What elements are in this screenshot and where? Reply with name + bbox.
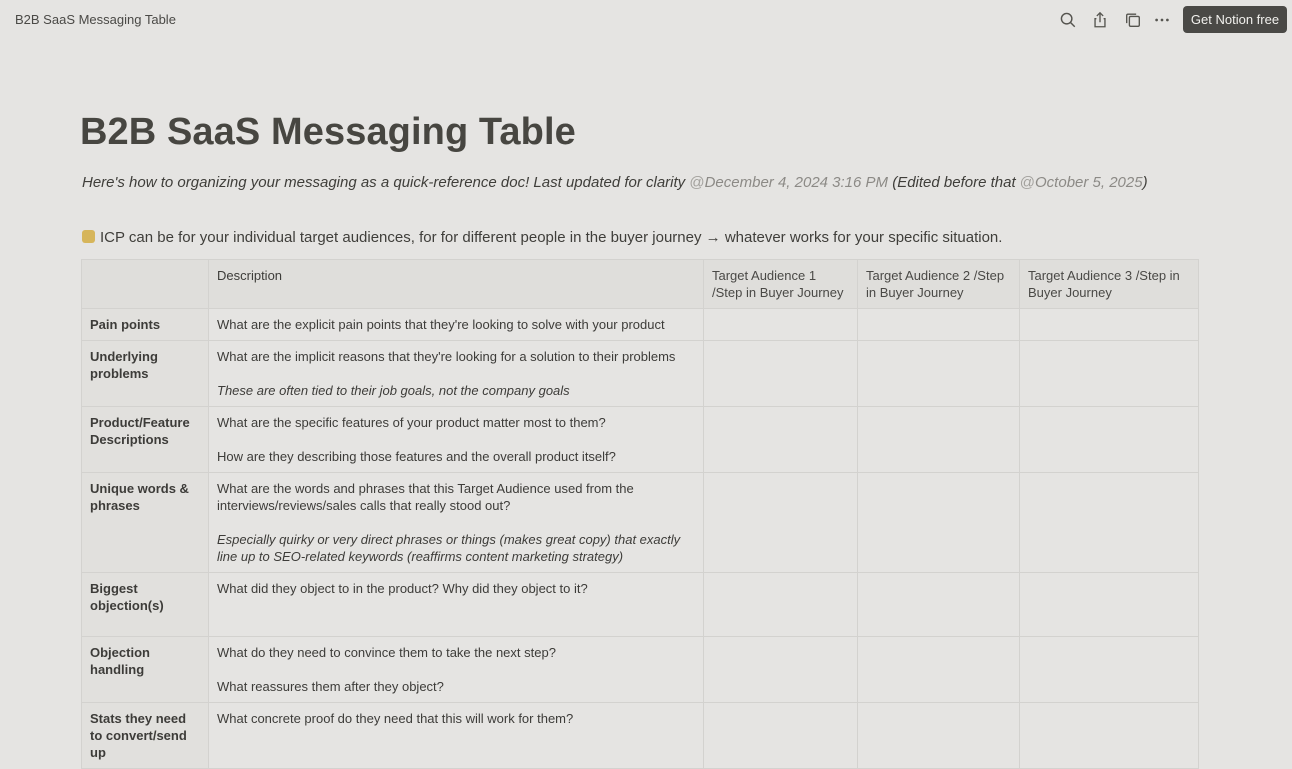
audience-3-cell[interactable]: [1020, 309, 1199, 341]
table-row: [82, 637, 1199, 703]
subtitle-text-end: ): [1142, 174, 1148, 191]
audience-2-cell[interactable]: [858, 573, 1020, 637]
description-note: These are often tied to their job goals, not the company goals: [217, 383, 570, 398]
audience-3-cell[interactable]: [1020, 473, 1199, 573]
audience-2-cell[interactable]: [858, 341, 1020, 407]
description-cell[interactable]: [209, 341, 704, 407]
row-label-biggest-objections[interactable]: Biggest objection(s): [82, 573, 209, 637]
audience-3-cell[interactable]: [1020, 703, 1199, 769]
audience-1-cell[interactable]: [704, 703, 858, 769]
more-icon[interactable]: [1152, 10, 1172, 30]
description-line: What did they object to in the product? Why did they object to it?: [217, 581, 588, 596]
header-target-audience-3[interactable]: Target Audience 3 /Step in Buyer Journey: [1020, 260, 1199, 309]
at-symbol: @: [1019, 174, 1036, 191]
audience-2-cell[interactable]: [858, 309, 1020, 341]
audience-2-cell[interactable]: [858, 703, 1020, 769]
audience-1-cell[interactable]: [704, 407, 858, 473]
table-row: [82, 703, 1199, 769]
at-symbol: @: [689, 174, 705, 191]
audience-3-cell[interactable]: [1020, 407, 1199, 473]
breadcrumb[interactable]: B2B SaaS Messaging Table: [15, 12, 176, 27]
audience-1-cell[interactable]: [704, 473, 858, 573]
audience-2-cell[interactable]: [858, 473, 1020, 573]
description-line: What are the implicit reasons that they're looking for a solution to their problems: [217, 349, 676, 364]
page-subtitle: [82, 174, 1148, 191]
get-notion-free-button[interactable]: Get Notion free: [1183, 6, 1287, 33]
top-bar: [0, 0, 1292, 40]
description-line: What concrete proof do they need that this will work for them?: [217, 711, 574, 726]
table-row: [82, 473, 1199, 573]
description-line: What are the explicit pain points that they're looking to solve with your product: [217, 317, 665, 332]
description-cell[interactable]: [209, 703, 704, 769]
audience-1-cell[interactable]: [704, 341, 858, 407]
audience-2-cell[interactable]: [858, 637, 1020, 703]
description-cell[interactable]: [209, 309, 704, 341]
row-label-underlying-problems[interactable]: Underlying problems: [82, 341, 209, 407]
lightbulb-icon: [82, 230, 95, 243]
description-line: What are the words and phrases that this Target Audience used from the interviews/reviews/sales calls that really stood out?: [217, 481, 634, 513]
header-target-audience-2[interactable]: Target Audience 2 /Step in Buyer Journey: [858, 260, 1020, 309]
subtitle-text-mid: (Edited before that: [888, 174, 1020, 191]
date-mention-text-2: October 5, 2025: [1035, 174, 1143, 191]
subtitle-text: Here's how to organizing your messaging as a quick-reference doc! Last updated for clarity: [82, 174, 690, 191]
description-line: What do they need to convince them to take the next step?: [217, 645, 556, 660]
search-icon[interactable]: [1058, 10, 1078, 30]
row-label-stats[interactable]: Stats they need to convert/send up: [82, 703, 209, 769]
icp-callout: [82, 229, 1002, 246]
audience-2-cell[interactable]: [858, 407, 1020, 473]
row-label-product-feature[interactable]: Product/Feature Descriptions: [82, 407, 209, 473]
date-mention-text: December 4, 2024 3:16 PM: [704, 174, 889, 191]
duplicate-icon[interactable]: [1123, 10, 1143, 30]
description-cell[interactable]: [209, 637, 704, 703]
description-cell[interactable]: [209, 573, 704, 637]
share-icon[interactable]: [1090, 10, 1110, 30]
messaging-table: [81, 259, 1198, 760]
description-line: How are they describing those features and the overall product itself?: [217, 449, 616, 464]
audience-1-cell[interactable]: [704, 637, 858, 703]
audience-1-cell[interactable]: [704, 573, 858, 637]
page-title: B2B SaaS Messaging Table: [80, 111, 576, 153]
callout-text: ICP can be for your individual target audiences, for for different people in the buyer journey → whatever works for your specific situation.: [100, 229, 1003, 246]
row-label-unique-words[interactable]: Unique words & phrases: [82, 473, 209, 573]
description-line: What are the specific features of your product matter most to them?: [217, 415, 606, 430]
description-note: Especially quirky or very direct phrases or things (makes great copy) that exactly line up to SEO-related keywords (reaffirms content marketing strategy): [217, 532, 681, 564]
description-cell[interactable]: [209, 407, 704, 473]
table-row: [82, 407, 1199, 473]
row-label-pain-points[interactable]: Pain points: [82, 309, 209, 341]
date-mention[interactable]: [689, 174, 888, 191]
header-target-audience-1[interactable]: Target Audience 1 /Step in Buyer Journey: [704, 260, 858, 309]
header-cell-empty: [82, 260, 209, 309]
audience-3-cell[interactable]: [1020, 637, 1199, 703]
row-label-objection-handling[interactable]: Objection handling: [82, 637, 209, 703]
description-cell[interactable]: [209, 473, 704, 573]
audience-3-cell[interactable]: [1020, 341, 1199, 407]
table-row: [82, 309, 1199, 341]
date-mention-2[interactable]: [1020, 174, 1143, 191]
table-header-row: [82, 260, 1199, 309]
header-description[interactable]: Description: [209, 260, 704, 309]
table-row: [82, 341, 1199, 407]
table-row: [82, 573, 1199, 637]
description-line: What reassures them after they object?: [217, 679, 444, 694]
audience-3-cell[interactable]: [1020, 573, 1199, 637]
audience-1-cell[interactable]: [704, 309, 858, 341]
